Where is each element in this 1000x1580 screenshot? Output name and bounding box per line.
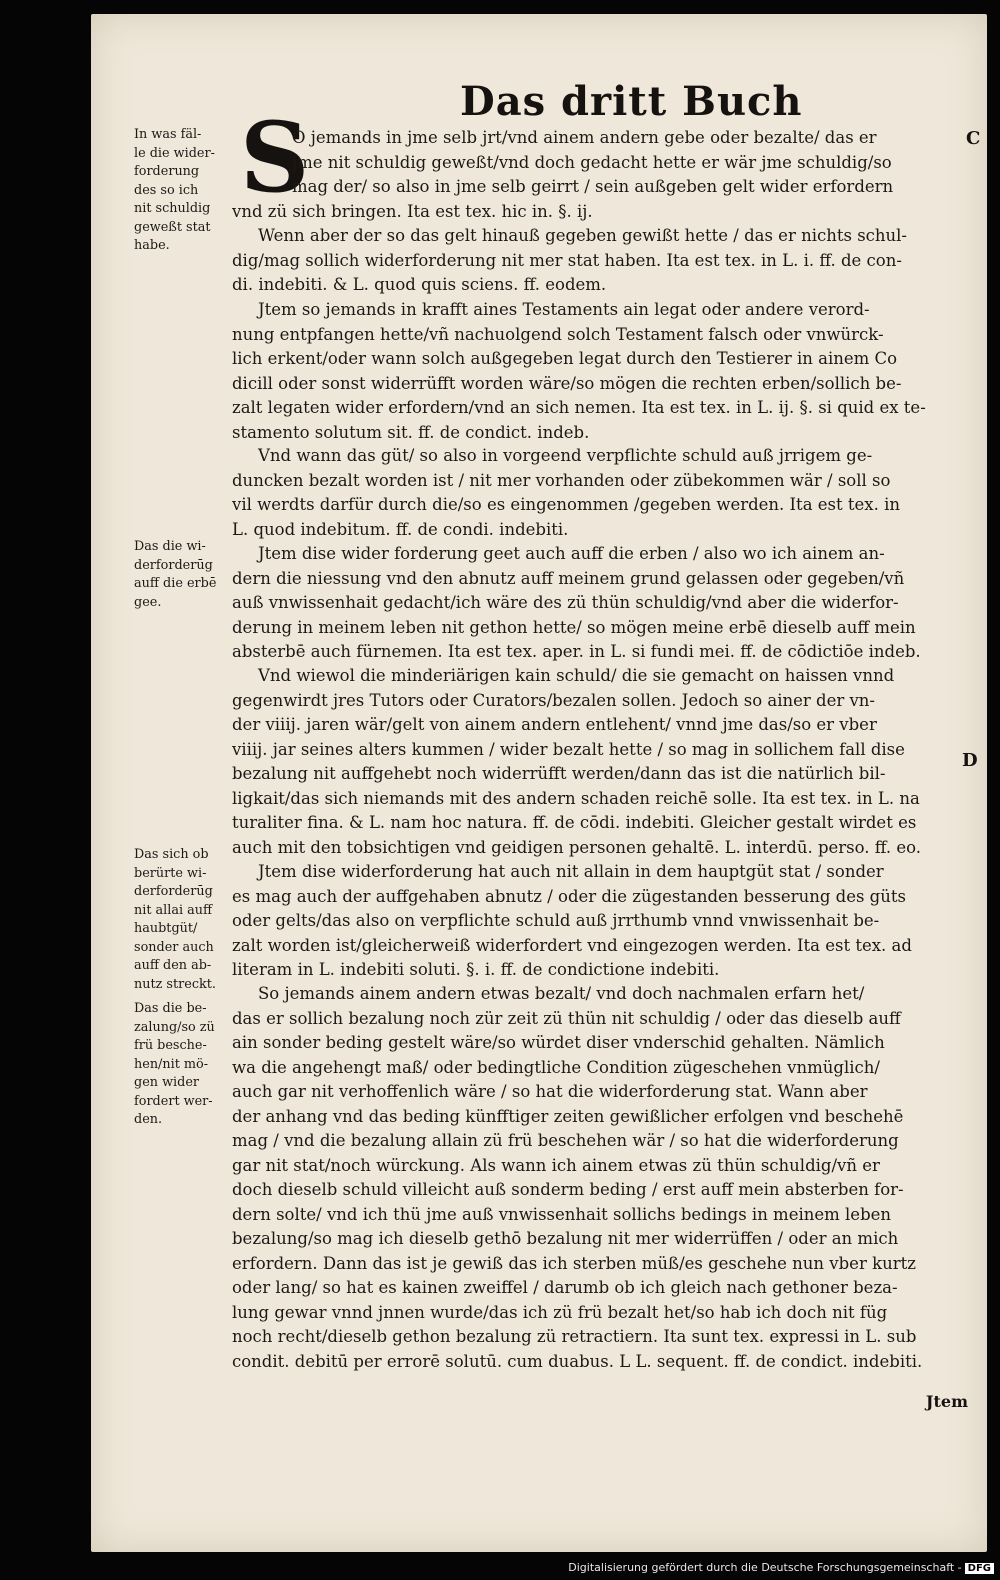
paragraph: Wenn aber der so das gelt hinauß gegeben gewißt hette / das er nichts schul- dig/mag sollich widerforderung nit mer stat haben. Ita est tex. in L. i. ff. de con- di. indebiti. & L. quod quis sciens. ff. eodem.: [232, 226, 908, 294]
decorated-initial: S: [240, 101, 310, 214]
dfg-logo: DFG: [965, 1563, 994, 1574]
margin-note: Das sich ob berürte wi- derforderūg nit allai auff haubtgüt/ sonder auch auff den ab- nutz streckt.: [134, 847, 216, 992]
right-marker-c: C: [966, 128, 981, 149]
digitization-credit: [568, 1561, 994, 1574]
right-marker-d: D: [962, 750, 978, 771]
credit-text: Digitalisierung gefördert durch die Deutsche Forschungsgemeinschaft -: [568, 1561, 962, 1574]
paragraph: Vnd wann das güt/ so also in vorgeend verpflichte schuld auß jrrigem ge- duncken bezalt worden ist / nit mer vorhanden oder zübekommen wär / soll so vil werdts darfür durch die/so es eingenommen /gegeben werden. Ita est tex. in L. quod indebitum. ff. de condi. indebiti.: [232, 446, 900, 539]
margin-note: Das die wi- derforderūg auff die erbē gee.: [134, 539, 217, 610]
paragraph: So jemands ainem andern etwas bezalt/ vnd doch nachmalen erfarn het/ das er sollich bezalung noch zür zeit zü thün nit schuldig / oder das dieselb auff ain sonder beding gestelt wäre/so würdet diser vnderschid gehalten. Nämlich wa die angehengt maß/ oder bedingtliche Condition zügeschehen vnmüglich/ auch gar nit verhoffenlich wäre / so hat die widerforderung stat. Wann aber der anhang vnd das beding künfftiger zeiten gewißlicher erfolgen vnd beschehē mag / vnd die bezalung allain zü frü beschehen wär / so hat die widerforderung gar nit stat/noch würckung. Als wann ich ainem etwas zü thün schuldig/vñ er doch dieselb schuld villeicht auß sonderm beding / erst auff mein absterben for- dern solte/ vnd ich thü jme auß vnwissenhait sollichs bedings in meinem leben bezalung/so mag ich dieselb gethō bezalung nit mer widerrüffen / oder an mich erfordern. Dann das ist je gewiß das ich sterben müß/es geschehe nun vber kurtz oder lang/ so hat es kainen zweiffel / darumb ob ich gleich nach gethoner beza- lung gewar vnnd jnnen wurde/das ich zü frü bezalt het/so hab ich doch nit füg noch recht/dieselb gethon bezalung zü retractiern. Ita sunt tex. expressi in L. sub condit. debitū per errorē solutū. cum duabus. L L. sequent. ff. de condict. indebiti.: [232, 984, 923, 1371]
paragraph: Jtem dise wider forderung geet auch auff die erben / also wo ich ainem an- dern die niessung vnd den abnutz auff meinem grund gelassen oder gegeben/vñ auß vnwissenhait gedacht/ich wäre des zü thün schuldig/vnd aber die widerfor- derung in meinem leben nit gethon hette/ so mögen meine erbē dieselb auff mein absterbē auch fürnemen. Ita est tex. aper. in L. si fundi mei. ff. de cōdictiōe indeb.: [232, 544, 921, 661]
margin-note: Das die be- zalung/so zü frü besche- hen/nit mö- gen wider fordert wer- den.: [134, 1001, 215, 1127]
margin-note: In was fäl- le die wider- forderung des so ich nit schuldig geweßt stat habe.: [134, 127, 215, 253]
paragraph: Jtem dise widerforderung hat auch nit allain in dem hauptgüt stat / sonder es mag auch der auffgehaben abnutz / oder die zügestanden besserung des güts oder gelts/das also on verpflichte schuld auß jrrthumb vnnd vnwissenhait be- zalt worden ist/gleicherweiß widerfordert vnd eingezogen werden. Ita est tex. ad literam in L. indebiti soluti. §. i. ff. de condictione indebiti.: [232, 862, 912, 979]
running-header: Das dritt Buch: [460, 78, 803, 125]
paragraph: O jemands in jme selb jrt/vnd ainem andern gebe oder bezalte/ das er jme nit schuldig geweßt/vnd doch gedacht hette er wär jme schuldig/so mag der/ so also in jme selb geirrt / sein außgeben gelt wider erfordern vnd zü sich bringen. Ita est tex. hic in. §. ij.: [232, 128, 894, 221]
paragraph: Jtem so jemands in krafft aines Testaments ain legat oder andere verord- nung entpfangen hette/vñ nachuolgend solch Testament falsch oder vnwürck- lich erkent/oder wann solch außgegeben legat durch den Testierer in ainem Co dicill oder sonst widerrüfft worden wäre/so mögen die rechten erben/sollich be- zalt legaten wider erfordern/vnd an sich nemen. Ita est tex. in L. ij. §. si quid ex te- stamento solutum sit. ff. de condict. indeb.: [232, 300, 926, 442]
paragraph: Vnd wiewol die minderiärigen kain schuld/ die sie gemacht on haissen vnnd gegenwirdt jres Tutors oder Curators/bezalen sollen. Jedoch so ainer der vn- der viiij. jaren wär/gelt von ainem andern entlehent/ vnnd jme das/so er vber viiij. jar seines alters kummen / wider bezalt hette / so mag in sollichem fall dise bezalung nit auffgehebt noch widerrüfft werden/dann das ist die natürlich bil- ligkait/das sich niemands mit des andern schaden reichē solle. Ita est tex. in L. na turaliter fina. & L. nam hoc natura. ff. de cōdi. indebiti. Gleicher gestalt wirdet es auch mit den tobsichtigen vnd geidigen personen gehaltē. L. interdū. perso. ff. eo.: [232, 666, 922, 857]
catchword: Jtem: [925, 1392, 968, 1411]
